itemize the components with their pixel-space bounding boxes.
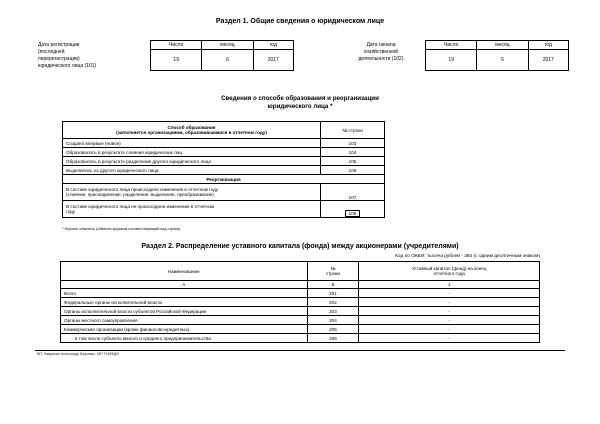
header-month: месяц	[202, 41, 253, 50]
row-value: -	[359, 334, 540, 343]
activity-month: 6	[477, 50, 528, 71]
row-value: -	[359, 316, 540, 325]
row-name: Всего	[61, 289, 308, 298]
reorganization-row-label	[63, 184, 321, 201]
footnote: * Нужное отметить (обвести кружком соответствующий код строки).	[62, 227, 182, 231]
registration-label-line: юридического лица (101)	[38, 63, 97, 69]
no-reorganization-row-code	[321, 201, 385, 218]
registration-label-line: Дата регистрации	[38, 42, 80, 48]
registration-month: 6	[202, 50, 253, 71]
capital-header-line2: отчетного года	[433, 271, 465, 276]
row-name: в том числе субъекты малого и среднего предпринимательства	[61, 334, 308, 343]
reorganization-row-code: 107	[321, 184, 385, 201]
row-number-header	[307, 262, 359, 281]
formation-row-label: Выделилось из другого юридического лица	[63, 166, 321, 175]
registration-label-line: (последней	[38, 49, 65, 55]
reorg-row1-line2: (слияние, присоединение, разделение, выделение, преобразование)	[66, 192, 214, 197]
formation-title-line2: юридического лица *	[267, 103, 333, 110]
row-value: -	[359, 325, 540, 334]
row-number: 204	[307, 316, 359, 325]
activity-label-line: деятельности (102)	[358, 56, 404, 62]
row-name: Федеральные органы исполнительной власти	[61, 298, 308, 307]
reorg-row2-line1: В составе юридического лица не происходили изменения в отчетном	[66, 204, 215, 209]
footer-text: ВП: Заврачин Александр Юрьевич, МП ТНИФДИ	[37, 352, 119, 356]
header-year: год	[528, 41, 569, 50]
activity-day: 19	[426, 50, 477, 71]
capital-header	[359, 262, 540, 281]
subheader-a: А	[61, 281, 308, 289]
subheader-b: Б	[307, 281, 359, 289]
row-name: Органы исполнительной власти субъектов Российской Федерации	[61, 307, 308, 316]
header-year: год	[253, 41, 294, 50]
row-number: 202	[307, 298, 359, 307]
row-number: 206	[307, 334, 359, 343]
formation-row-code: 103	[321, 139, 385, 148]
capital-distribution-table	[60, 261, 540, 343]
header-month: месяц	[477, 41, 528, 50]
no-reorganization-row-label	[63, 201, 321, 218]
registration-year: 2017	[253, 50, 294, 71]
activity-label-line: хозяйственной	[363, 49, 399, 55]
footer-divider	[35, 350, 565, 351]
row-name: Коммерческие организации (кроме финансово-кредитных)	[61, 325, 308, 334]
row-name: Органы местного самоуправления	[61, 316, 308, 325]
formation-method-header	[63, 122, 321, 139]
row-value: -	[359, 298, 540, 307]
formation-row-code: 106	[321, 166, 385, 175]
reorganization-header: Реорганизация	[63, 175, 385, 184]
header-day: Число	[151, 41, 202, 50]
row-number-header-line1: №	[330, 266, 336, 271]
header-day: Число	[426, 41, 477, 50]
row-number-header-line2: строки	[325, 271, 340, 276]
registration-date-label	[38, 42, 128, 70]
registration-date-table	[150, 40, 294, 71]
formation-table	[62, 121, 385, 218]
formation-row-label: Образовалось в результате слияния юридических лиц	[63, 148, 321, 157]
registration-day: 19	[151, 50, 202, 71]
reorg-row1-line1: В составе юридического лица происходили изменения в отчетном году	[66, 187, 219, 192]
reorg-row2-line2: году	[66, 209, 76, 214]
row-value: -	[359, 289, 540, 298]
formation-row-label: Образовалось в результате разделения другого юридического лица	[63, 157, 321, 166]
row-number: 203	[307, 307, 359, 316]
method-header-line2: (заполняется организациями, образовавшимися в отчетном году)	[116, 130, 267, 135]
row-number: 205	[307, 325, 359, 334]
selected-code-box: 108	[345, 210, 361, 217]
formation-title-line1: Сведения о способе образования и реорганизации	[221, 95, 379, 102]
formation-row-code: 104	[321, 148, 385, 157]
formation-row-code: 105	[321, 157, 385, 166]
row-number: 201	[307, 289, 359, 298]
section1-title: Раздел 1. Общие сведения о юридическом лице	[215, 18, 385, 25]
formation-code-header: № строки	[321, 122, 385, 139]
subheader-1: 1	[359, 281, 540, 289]
capital-header-line1: Уставный капитал (фонд) на конец	[411, 266, 487, 271]
registration-label-line: перерегистрации)	[38, 56, 80, 62]
name-header: Наименование	[61, 262, 308, 281]
formation-row-label: Создано впервые (новое)	[63, 139, 321, 148]
section2-title: Раздел 2. Распределение уставного капитала (фонда) между акционерами (учредителями)	[141, 243, 459, 250]
activity-start-label	[346, 42, 416, 63]
activity-start-table	[425, 40, 569, 71]
activity-label-line: Дата начала	[366, 42, 396, 48]
row-value: -	[359, 307, 540, 316]
formation-title	[0, 95, 600, 111]
method-header-line1: Способ образования	[167, 125, 216, 130]
activity-year: 2017	[528, 50, 569, 71]
okei-code: Код по ОКЕИ: тысяча рублей - 384 (с одним десятичным знаком)	[395, 254, 540, 259]
